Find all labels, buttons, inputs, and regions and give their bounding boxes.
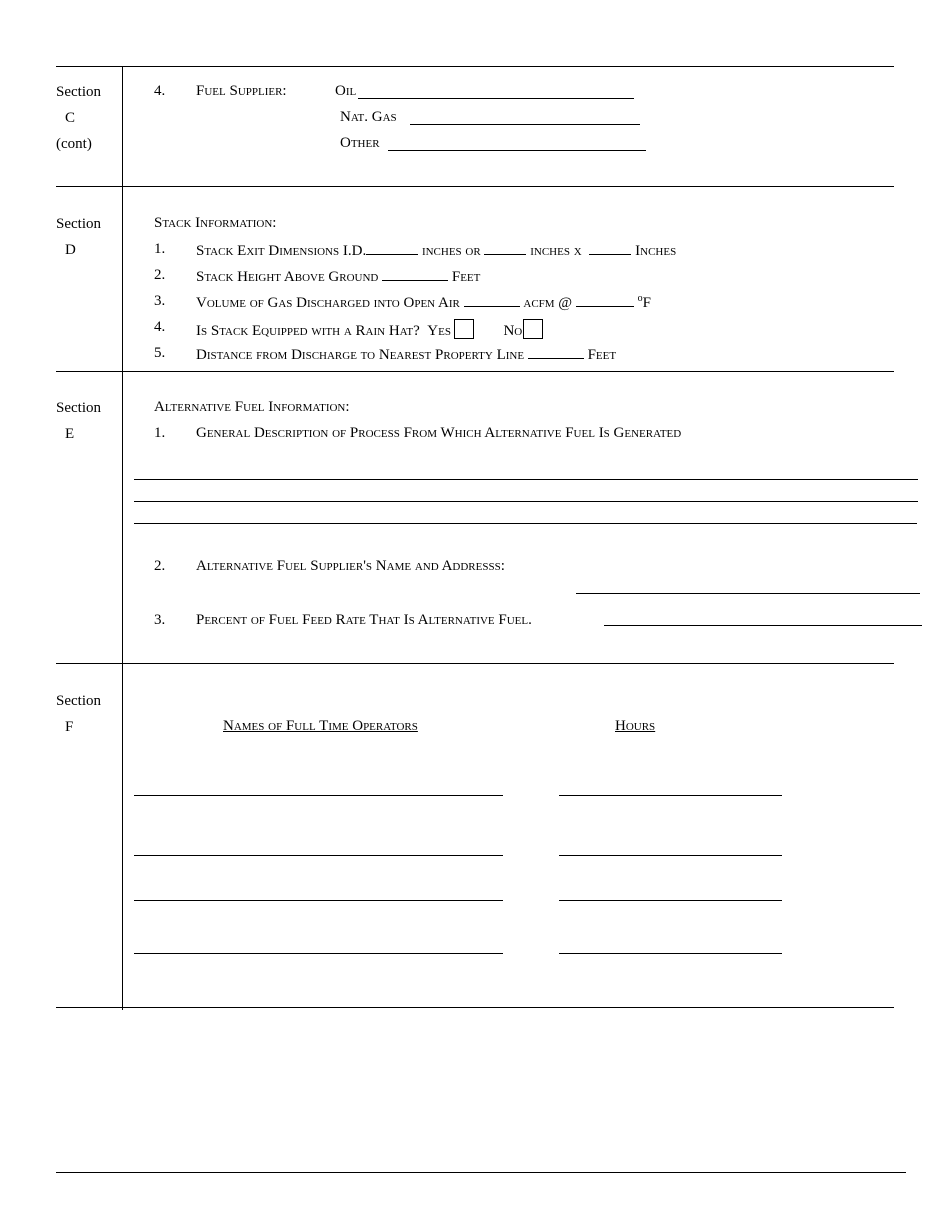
nat-gas-label: Nat. Gas <box>340 109 397 125</box>
oil-input-line[interactable] <box>358 98 634 99</box>
stack-height-input[interactable] <box>382 267 448 281</box>
section-c-bottom-border <box>56 186 894 187</box>
supplier-name-address-input-line[interactable] <box>576 593 920 594</box>
section-c-label-line1: Section <box>56 84 101 100</box>
stack-item-5-number: 5. <box>154 345 166 361</box>
stack-item-3-number: 3. <box>154 293 166 309</box>
operator-name-line[interactable] <box>134 953 503 954</box>
degree-symbol: o <box>637 293 643 304</box>
fuel-supplier-label: Fuel Supplier: <box>196 83 287 99</box>
property-line-feet-label: Feet <box>587 347 617 363</box>
stack-item-1-number: 1. <box>154 241 166 257</box>
oil-label: Oil <box>335 83 357 99</box>
operator-name-line[interactable] <box>134 900 503 901</box>
stack-exit-id-input[interactable] <box>366 241 418 255</box>
other-input-line[interactable] <box>388 150 646 151</box>
section-c-label-line2: C <box>65 110 76 126</box>
operator-hours-line[interactable] <box>559 900 782 901</box>
stack-exit-dimensions-label: Stack Exit Dimensions I.D. <box>196 243 367 259</box>
gas-volume-input[interactable] <box>464 293 520 307</box>
section-c-label <box>56 79 101 157</box>
section-c-item-number: 4. <box>154 83 166 99</box>
nat-gas-input-line[interactable] <box>410 124 640 125</box>
operator-name-line[interactable] <box>134 795 503 796</box>
percent-fuel-feed-input-line[interactable] <box>604 625 922 626</box>
stack-height-feet-label: Feet <box>451 269 481 285</box>
property-line-distance-input[interactable] <box>528 345 584 359</box>
section-column-divider <box>122 66 123 1010</box>
percent-fuel-feed-label: Percent of Fuel Feed Rate That Is Alternative Fuel. <box>196 612 532 628</box>
acfm-label: acfm @ <box>523 295 573 311</box>
section-d-label-line2: D <box>65 242 76 258</box>
top-border <box>56 66 894 67</box>
hours-column-header: Hours <box>615 718 656 734</box>
property-line-distance-label: Distance from Discharge to Nearest Property Line <box>196 347 525 363</box>
no-checkbox[interactable] <box>523 319 543 339</box>
section-e-label-line1: Section <box>56 400 101 416</box>
stack-exit-length-input[interactable] <box>589 241 631 255</box>
no-label: No <box>503 323 523 339</box>
process-description-line-2[interactable] <box>134 501 918 502</box>
section-c-label-line3: (cont) <box>56 136 92 152</box>
gas-temperature-input[interactable] <box>576 293 634 307</box>
operator-hours-line[interactable] <box>559 953 782 954</box>
operator-name-line[interactable] <box>134 855 503 856</box>
stack-exit-width-input[interactable] <box>484 241 526 255</box>
alt-fuel-item-1-number: 1. <box>154 425 166 441</box>
section-f-bottom-border <box>56 1007 894 1008</box>
operator-hours-line[interactable] <box>559 855 782 856</box>
stack-height-label: Stack Height Above Ground <box>196 269 379 285</box>
section-e-label <box>56 395 101 447</box>
inches-label: Inches <box>635 243 677 259</box>
process-description-label: General Description of Process From Which Alternative Fuel Is Generated <box>196 425 682 441</box>
page-footer-line <box>56 1172 906 1173</box>
section-d-label <box>56 211 101 263</box>
operator-names-column-header: Names of Full Time Operators <box>223 718 418 734</box>
inches-x-label: inches x <box>530 243 582 259</box>
stack-item-4-number: 4. <box>154 319 166 335</box>
stack-information-heading: Stack Information: <box>154 215 277 231</box>
other-label: Other <box>340 135 380 151</box>
rain-hat-question: Is Stack Equipped with a Rain Hat? <box>196 323 420 339</box>
process-description-line-1[interactable] <box>134 479 918 480</box>
process-description-line-3[interactable] <box>134 523 917 524</box>
section-f-label-line1: Section <box>56 693 101 709</box>
section-d-bottom-border <box>56 371 894 372</box>
fahrenheit-label: F <box>642 295 651 311</box>
yes-label: Yes <box>427 323 451 339</box>
alt-fuel-item-2-number: 2. <box>154 558 166 574</box>
section-e-label-line2: E <box>65 426 75 442</box>
yes-checkbox[interactable] <box>454 319 474 339</box>
inches-or-label: inches or <box>421 243 481 259</box>
gas-volume-label: Volume of Gas Discharged into Open Air <box>196 295 460 311</box>
section-f-label-line2: F <box>65 719 74 735</box>
section-e-bottom-border <box>56 663 894 664</box>
supplier-name-address-label: Alternative Fuel Supplier's Name and Addresss: <box>196 558 505 574</box>
operator-hours-line[interactable] <box>559 795 782 796</box>
alt-fuel-item-3-number: 3. <box>154 612 166 628</box>
alternative-fuel-heading: Alternative Fuel Information: <box>154 399 350 415</box>
section-d-label-line1: Section <box>56 216 101 232</box>
section-f-label <box>56 688 101 740</box>
stack-item-2-number: 2. <box>154 267 166 283</box>
